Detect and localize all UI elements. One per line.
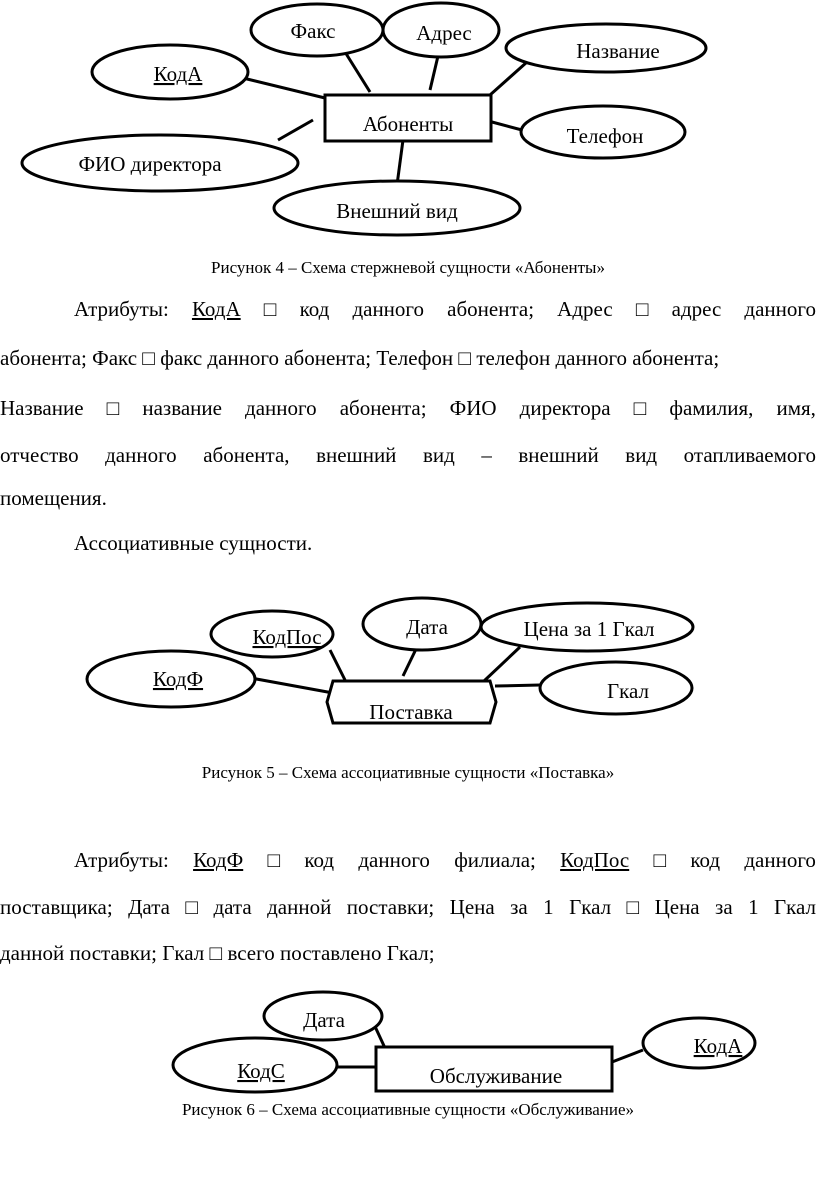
attr-label-koda: КодА bbox=[153, 62, 203, 86]
entity-label-abonenty: Абоненты bbox=[362, 112, 454, 136]
attributes-1-line-5: помещения. bbox=[0, 486, 107, 510]
assoc-heading: Ассоциативные сущности. bbox=[74, 531, 313, 555]
attributes-2-line-1: Атрибуты: КодФ □ код данного филиала; КодПос □ код данного bbox=[74, 848, 816, 872]
figure-6-caption: Рисунок 6 – Схема ассоциативные сущности «Обслуживание» bbox=[181, 1100, 635, 1119]
attributes-1-line-2: абонента; Факс □ факс данного абонента; Телефон □ телефон данного абонента; bbox=[0, 346, 720, 370]
attr-label-name: Название bbox=[576, 39, 660, 63]
attr-label-phone: Телефон bbox=[566, 124, 644, 148]
attributes-1-line-4: отчество данного абонента, внешний вид – внешний вид отапливаемого bbox=[0, 443, 816, 467]
attr-label-kodpos: КодПос bbox=[252, 625, 322, 649]
attr-label-look: Внешний вид bbox=[336, 199, 458, 223]
attr-label-director: ФИО директора bbox=[78, 152, 222, 176]
figure-6-diagram bbox=[0, 985, 816, 1095]
attr-label-koda-6: КодА bbox=[693, 1034, 743, 1058]
attr-label-kodf: КодФ bbox=[152, 667, 204, 691]
attr-label-gkal: Гкал bbox=[606, 679, 650, 703]
attr-label-address: Адрес bbox=[416, 21, 472, 45]
attributes-2-line-2: поставщика; Дата □ дата данной поставки; Цена за 1 Гкал □ Цена за 1 Гкал bbox=[0, 895, 816, 919]
figure-4-caption: Рисунок 4 – Схема стержневой сущности «Абоненты» bbox=[211, 258, 605, 277]
attr-label-date-5: Дата bbox=[406, 615, 448, 639]
figure-4-diagram bbox=[0, 0, 816, 240]
attributes-1-line-1: Атрибуты: КодА □ код данного абонента; Адрес □ адрес данного bbox=[74, 297, 816, 321]
attr-label-kodc: КодС bbox=[237, 1059, 285, 1083]
figure-5-caption: Рисунок 5 – Схема ассоциативные сущности «Поставка» bbox=[201, 763, 615, 782]
attr-label-price: Цена за 1 Гкал bbox=[523, 617, 655, 641]
figure-5-diagram bbox=[0, 590, 816, 740]
entity-label-obsluzhivanie: Обслуживание bbox=[429, 1064, 563, 1088]
attr-label-fax: Факс bbox=[290, 19, 336, 43]
attributes-1-line-3: Название □ название данного абонента; ФИО директора □ фамилия, имя, bbox=[0, 396, 816, 420]
entity-label-postavka: Поставка bbox=[369, 700, 453, 724]
attributes-2-line-3: данной поставки; Гкал □ всего поставлено Гкал; bbox=[0, 941, 435, 965]
attr-label-date-6: Дата bbox=[303, 1008, 345, 1032]
